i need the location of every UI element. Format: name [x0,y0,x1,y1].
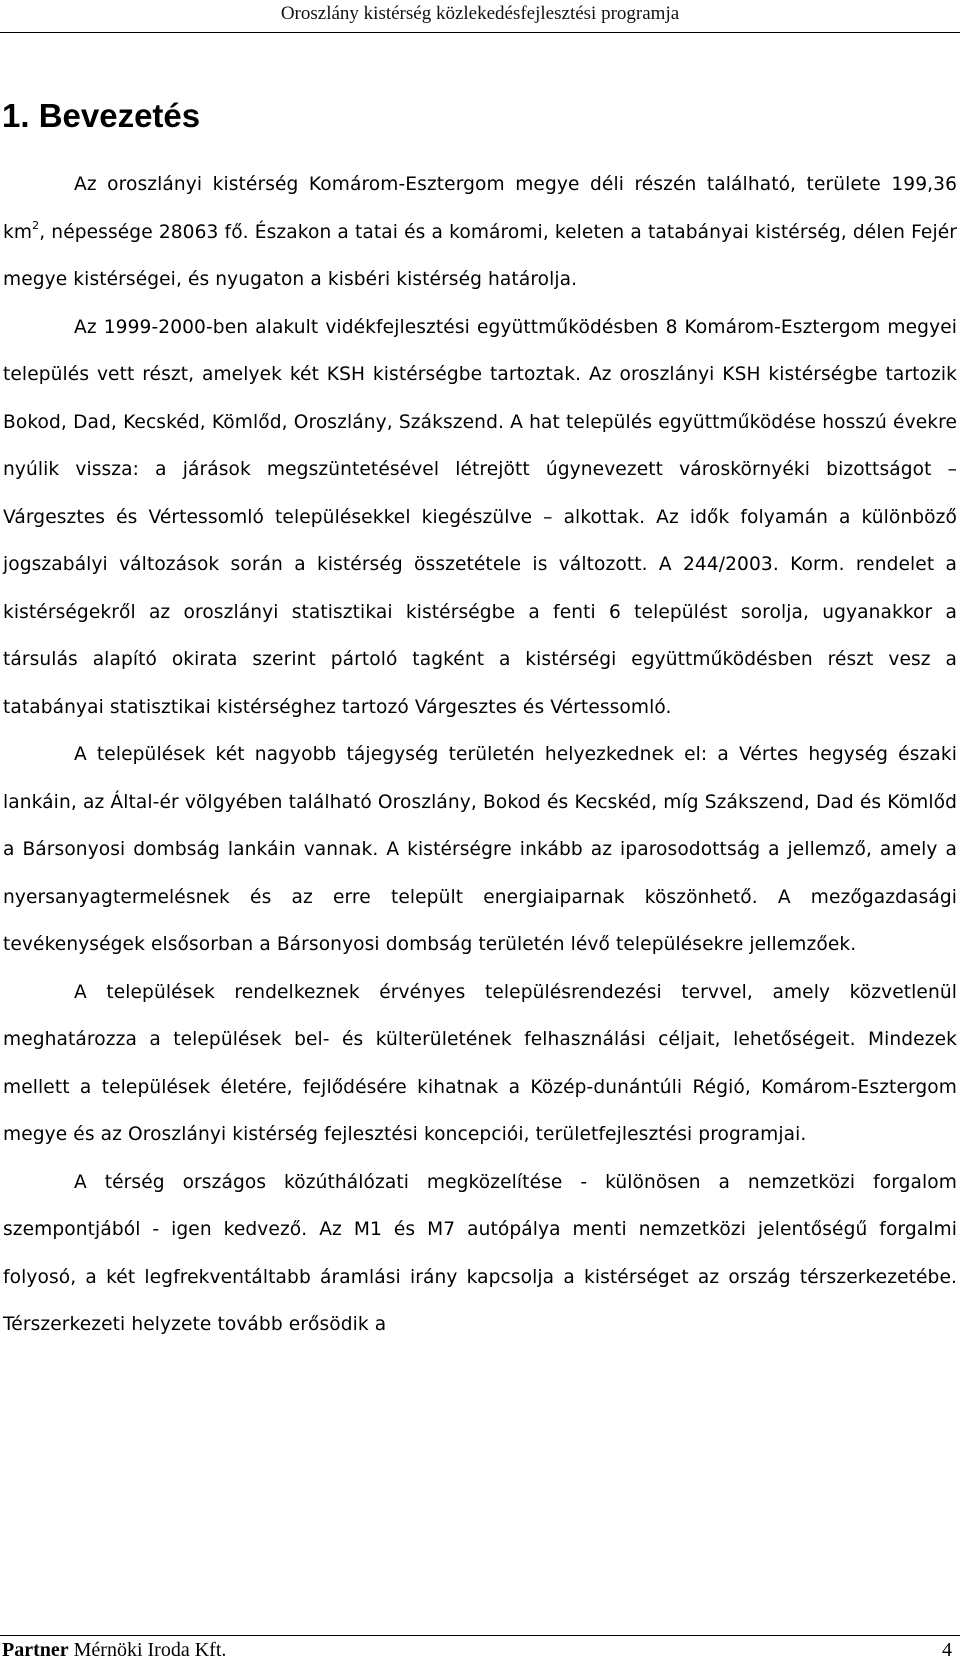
paragraph-intro [3,161,957,304]
area-unit-superscript: 2 [32,219,40,233]
footer-company-name: Mérnöki Iroda Kft. [68,1639,227,1661]
paragraph-planning: A települések rendelkeznek érvényes településrendezési tervvel, amely közvetlenül meghatározza a települések bel- és külterületének felhasználási céljait, lehetőségeit. Mindezek mellett a települések életére, fejlődésére kihatnak a Közép-dunántúli Régió, Komárom-Esztergom megye és az Oroszlányi kistérség fejlesztési koncepciói, területfejlesztési programjai. [3,981,957,1145]
paragraph-road-network: A térség országos közúthálózati megközelítése - különösen a nemzetközi forgalom szempontjából - igen kedvező. Az M1 és M7 autópálya menti nemzetközi jelentőségű forgalmi folyosó, a két legfrekventáltabb áramlási irány kapcsolja a kistérséget az ország térszerkezetébe. Térszerkezeti helyzete tovább erősödik a [3,1171,957,1335]
paragraph-intro-text: Az oroszlányi kistérség Komárom-Esztergom megye déli részén található, területe 199,36 km [3,174,957,243]
paragraph-landscape: A települések két nagyobb tájegység területén helyezkednek el: a Vértes hegység északi lankáin, az Által-ér völgyében található Oroszlány, Bokod és Kecskéd, míg Szákszend, Dad és Kömlőd a Bársonyosi dombság lankáin vannak. A kistérségre inkább az iparosodottság a jellemző, amely a nyersanyagtermelésnek és az erre települt energiaiparnak köszönhető. A mezőgazdasági tevékenységek elsősorban a Bársonyosi dombság területén lévő településekre jellemzőek. [3,744,957,955]
header-divider [0,32,960,33]
paragraph-cooperation: Az 1999-2000-ben alakult vidékfejlesztési együttműködésben 8 Komárom-Esztergom megyei település vett részt, amelyek két KSH kistérségbe tartoztak. Az oroszlányi KSH kistérségbe tartozik Bokod, Dad, Kecskéd, Kömlőd, Oroszlány, Szákszend. A hat település együttműködése hosszú évekre nyúlik vissza: a járások megszüntetésével létrejött úgynevezett városkörnyéki bizottságot – Várgesztes és Vértessomló településekkel kiegészülve – alkottak. Az idők folyamán a különböző jogszabályi változások során a kistérség összetétele is változott. A 244/2003. Korm. rendelet a kistérségekről az oroszlányi statisztikai kistérségbe a fenti 6 települést sorolja, ugyanakkor a társulás alapító okirata szerint pártoló tagként a kistérségi együttműködésben részt vesz a tatabányai statisztikai kistérséghez tartozó Várgesztes és Vértessomló. [3,316,957,718]
chapter-title: 1. Bevezetés [2,97,201,134]
running-header: Oroszlány kistérség közlekedésfejlesztési programja [280,3,680,24]
page-number: 4 [942,1639,952,1661]
document-body [3,161,957,1349]
footer-company-brand: Partner [2,1639,69,1661]
footer-company [2,1638,226,1662]
paragraph-intro-text-cont: , népessége 28063 fő. Északon a tatai és a komáromi, keleten a tatabányai kistérség, délen Fejér megye kistérségei, és nyugaton a kisbéri kistérség határolja. [3,221,957,290]
footer-divider [0,1635,960,1636]
page-footer [0,1638,960,1662]
